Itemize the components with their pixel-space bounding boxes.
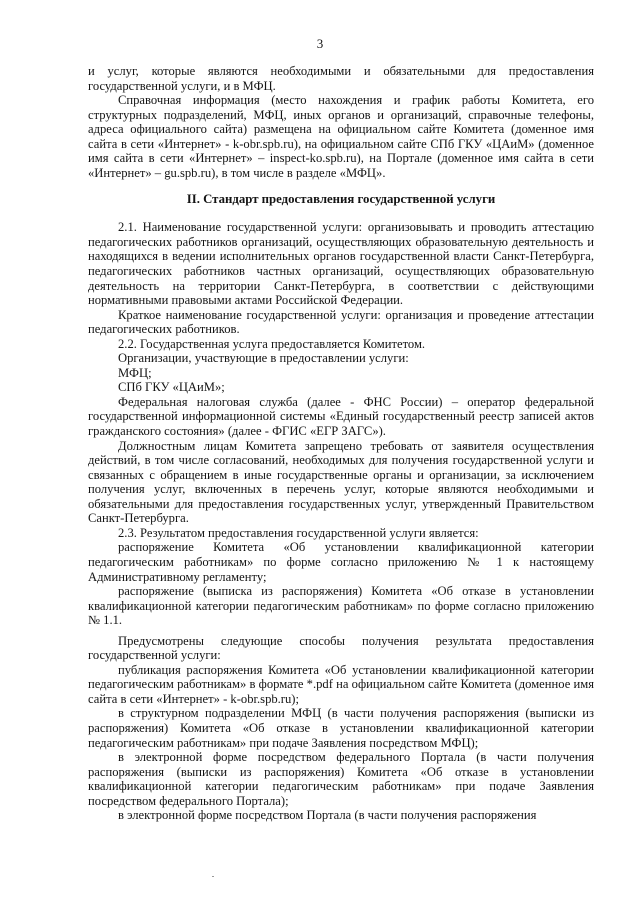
paragraph: 2.1. Наименование государственной услуги: организовывать и проводить аттестацию педагогических работников организаций, осуществляющих образовательную деятельность и находящихся в ведении исполнительных органов государственной власти Санкт-Петербурга, педагогических работников частных организаций, осуществляющих образовательную деятельность на территории Санкт-Петербурга, в соответствии с действующими нормативными правовыми актами Российской Федерации. — [88, 220, 594, 308]
paragraph: распоряжение Комитета «Об установлении квалификационной категории педагогическим работникам» по форме согласно приложению № 1 к настоящему Административному регламенту; — [88, 540, 594, 584]
document-body — [88, 64, 594, 823]
paragraph: публикация распоряжения Комитета «Об установлении квалификационной категории педагогическим работникам» в формате *.pdf на официальном сайте Комитета (доменное имя сайта в сети «Интернет» - k-obr.spb.ru); — [88, 662, 594, 706]
section-body — [88, 220, 594, 822]
paragraph: Краткое наименование государственной услуги: организация и проведение аттестации педагогических работников. — [88, 307, 594, 337]
section-heading: II. Стандарт предоставления государственной услуги — [186, 192, 496, 207]
paragraph: Должностным лицам Комитета запрещено требовать от заявителя осуществления действий, в том числе согласований, необходимых для получения государственной услуги и связанных с обращением в иные государственные органы и организации, за исключением получения услуг, включенных в перечень услуг, которые являются необходимыми и обязательными для предоставления государственных услуг, утвержденный Правительством Санкт-Петербурга. — [88, 438, 594, 526]
paragraph: МФЦ; — [118, 365, 152, 380]
paragraph: СПб ГКУ «ЦАиМ»; — [118, 380, 225, 395]
paragraph: и услуг, которые являются необходимыми и обязательными для предоставления государственной услуги, и в МФЦ. — [88, 64, 594, 93]
paragraph: Федеральная налоговая служба (далее - ФНС России) – оператор федеральной государственной информационной системы «Единый государственный реестр записей актов гражданского состояния» (далее - ФГИС «ЕГР ЗАГС»). — [88, 394, 594, 439]
scan-speck — [212, 876, 214, 877]
paragraph: распоряжение (выписка из распоряжения) Комитета «Об отказе в установлении квалификационной категории педагогическим работникам» по форме согласно приложению № 1.1. — [88, 584, 594, 628]
paragraph: Справочная информация (место нахождения и график работы Комитета, его структурных подразделений, МФЦ, иных органов и организаций, справочные телефоны, адреса официального сайта) размещена на официальном сайте Комитета (доменное имя сайта в сети «Интернет» - k-obr.spb.ru), на официальном сайте СПб ГКУ «ЦАиМ» (доменное имя сайта в сети «Интернет» – inspect-ko.spb.ru), на Портале (доменное имя сайта в сети «Интернет» – gu.spb.ru), в том числе в разделе «МФЦ». — [88, 93, 594, 180]
paragraph: в электронной форме посредством федерального Портала (в части получения распоряжения (выписки из распоряжения) Комитета «Об отказе в установлении квалификационной категории педагогическим работникам» при подаче Заявления посредством федерального Портала); — [88, 750, 594, 808]
paragraph: 2.2. Государственная услуга предоставляется Комитетом. — [118, 336, 426, 351]
paragraph: 2.3. Результатом предоставления государственной услуги является: — [118, 525, 479, 540]
paragraph: в структурном подразделении МФЦ (в части получения распоряжения (выписки из распоряжения) Комитета «Об отказе в установлении квалификационной категории педагогическим работникам» при подаче Заявления посредством МФЦ); — [88, 706, 594, 750]
paragraph: Организации, участвующие в предоставлении услуги: — [118, 351, 409, 366]
paragraph: Предусмотрены следующие способы получения результата предоставления государственной услуги: — [88, 633, 594, 663]
paragraph: в электронной форме посредством Портала (в части получения распоряжения — [118, 808, 537, 823]
page-number: 3 — [316, 36, 324, 51]
